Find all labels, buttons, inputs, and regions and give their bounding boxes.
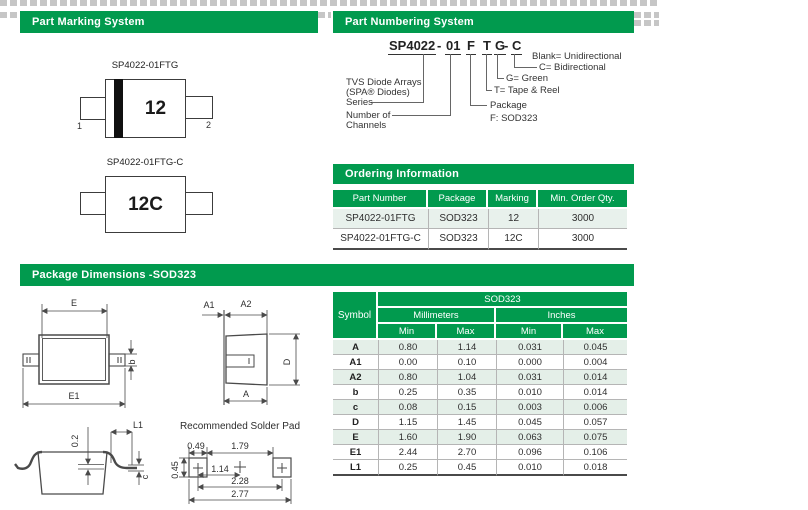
col-header-inches: Inches [496,308,627,324]
table-cell: 0.80 [378,340,437,354]
svg-text:A: A [242,389,250,399]
drawing-solder-pad [160,413,322,510]
solder-pads [189,458,291,477]
svg-text:A1: A1 [203,300,215,310]
table-cell: A1 [333,354,378,369]
svg-text:0.45: 0.45 [170,461,180,479]
table-row [333,228,627,250]
table-cell: 0.10 [437,354,496,369]
section-bar-ordering [333,164,634,184]
svg-text:L1: L1 [132,420,144,430]
table-cell: D [333,414,378,429]
table-cell: 1.60 [378,429,437,444]
table-cell: 0.057 [563,414,627,429]
svg-text:A2: A2 [240,299,252,309]
table-cell: 0.010 [496,459,563,476]
center-mark [234,461,246,473]
col-header-min: Min [378,324,437,340]
svg-text:1.14: 1.14 [211,464,229,474]
table-cell: 1.90 [437,429,496,444]
table-cell: 0.80 [378,369,437,384]
body-outline [39,335,109,384]
code-green: G [495,38,506,53]
dim-header-row-group [333,292,627,308]
dimension-L1 [111,420,143,465]
table-row [333,459,627,476]
col-header-part-number: Part Number [333,190,428,209]
dim-header-row-units [333,308,627,324]
part-numbering-diagram [333,36,629,138]
table-cell: 1.04 [437,369,496,384]
col-header-max: Max [563,324,627,340]
table-cell: 0.075 [563,429,627,444]
device-body-bidirectional [105,176,186,233]
device-body-unidirectional [105,79,186,138]
callout-line-package [470,105,487,106]
col-header-package: Package [428,190,488,209]
col-header-min-order-qty: Min. Order Qty. [538,190,627,209]
table-cell: 0.006 [563,399,627,414]
table-row [333,414,627,429]
table-cell: 0.15 [437,399,496,414]
svg-text:b: b [127,359,137,365]
table-row [333,209,627,228]
table-cell: b [333,384,378,399]
body-inner-outline [43,339,106,381]
table-cell: 0.063 [496,429,563,444]
table-cell: E1 [333,444,378,459]
svg-text:E: E [70,298,78,308]
svg-text:2.28: 2.28 [231,476,249,486]
table-cell: 2.44 [378,444,437,459]
code-separator: - [504,38,509,53]
callout-line-package [470,54,471,106]
section-title: Ordering Information [345,168,459,180]
table-cell: c [333,399,378,414]
table-cell: 1.15 [378,414,437,429]
table-cell: 0.106 [563,444,627,459]
ordering-table [333,190,627,250]
dimension-D [269,334,300,385]
code-tape: T [483,38,491,53]
callout-line-series [423,54,424,103]
table-cell: 0.018 [563,459,627,476]
code-series: SP4022 [389,38,436,53]
svg-text:0.2: 0.2 [70,434,80,448]
table-cell: 0.096 [496,444,563,459]
table-row [333,444,627,459]
dimension-b [125,340,137,380]
table-cell: 0.004 [563,354,627,369]
device-lead-left [80,192,107,215]
svg-text:2.77: 2.77 [231,489,249,499]
callout-line-green [497,78,504,79]
dimension-E [42,298,107,338]
table-row [333,399,627,414]
callout-direction-c: C= Bidirectional [539,62,606,73]
table-cell: 0.045 [496,414,563,429]
pin-number-2: 2 [206,120,212,130]
table-cell: 0.010 [496,384,563,399]
deco-dash-strip-top [0,0,658,6]
table-cell: A [352,341,359,353]
table-cell: 12C [488,228,538,250]
device-lead-right [185,192,213,215]
dimension-pad-height [170,458,189,479]
callout-tape: T= Tape & Reel [494,85,560,96]
callout-line-direction [514,67,537,68]
callout-line-series [371,102,424,103]
drawing-top-view [14,292,146,412]
callout-series-line2: (SPA® Diodes) [346,87,410,98]
table-cell: SOD323 [428,228,488,250]
dim-header-row-minmax [333,324,627,340]
col-header-symbol: Symbol [333,292,378,340]
table-cell: 0.25 [378,459,437,476]
dimension-pitch [207,441,273,453]
table-cell: 0.45 [437,459,496,476]
col-header-min: Min [496,324,563,340]
device-marking: 12C [128,193,163,215]
table-cell: E [333,429,378,444]
table-cell: 0.000 [496,354,563,369]
callout-line-channels [450,54,451,116]
table-cell: 3000 [538,228,627,250]
table-cell: SOD323 [428,209,488,228]
callout-line-tape [486,90,492,91]
svg-text:1.79: 1.79 [231,441,249,451]
table-cell: 0.014 [563,369,627,384]
table-cell: 0.031 [496,340,563,354]
device-lead-right [185,96,213,119]
device-marking: 12 [144,97,167,119]
ordering-header-row [333,190,627,209]
col-header-max: Max [437,324,496,340]
drawing-side-view [192,292,314,412]
callout-package-sub: F: SOD323 [490,113,538,124]
table-cell: 3000 [538,209,627,228]
table-cell: 0.08 [378,399,437,414]
callout-package: Package [490,100,527,111]
dimension-A [224,387,267,405]
table-row [333,354,627,369]
drawing-profile-view [8,413,160,510]
table-row [333,340,627,354]
dimensions-table [333,292,627,476]
dimension-A1-A2 [202,299,267,336]
col-header-marking: Marking [488,190,538,209]
callout-series-line1: TVS Diode Arrays [346,77,422,88]
svg-text:c: c [140,474,150,480]
dimension-pad-width [187,441,273,458]
callout-line-green [497,54,498,79]
col-header-millimeters: Millimeters [378,308,496,324]
device-label: SP4022-01FTG-C [106,157,184,168]
body-outline [226,334,267,385]
table-cell: A2 [333,369,378,384]
table-cell: 1.14 [437,340,496,354]
callout-direction-blank: Blank= Unidirectional [532,51,622,62]
code-separator: - [437,38,442,53]
section-title: Part Numbering System [345,16,474,28]
svg-text:0.49: 0.49 [187,441,205,451]
table-cell: 0.35 [437,384,496,399]
deco-dash-left [0,11,18,18]
table-row [333,369,627,384]
pin-number-1: 1 [77,121,83,131]
table-cell: 0.014 [563,384,627,399]
device-lead-left [80,97,107,120]
code-package: F [467,38,475,53]
table-cell: 2.70 [437,444,496,459]
callout-channels-line1: Number of [346,110,391,121]
callout-series-line3: Series [346,97,373,108]
callout-channels-line2: Channels [346,120,387,131]
table-cell: 1.45 [437,414,496,429]
table-row [333,429,627,444]
table-cell: 0.031 [496,369,563,384]
body-outline [38,452,107,494]
svg-text:D: D [282,358,292,366]
table-cell: 0.25 [378,384,437,399]
code-direction: C [512,38,522,53]
table-cell: L1 [333,459,378,476]
svg-text:E1: E1 [68,391,80,401]
table-row [333,384,627,399]
table-cell: 0.003 [496,399,563,414]
table-cell: 0.045 [563,340,627,354]
section-bar-package-dimensions [20,264,634,286]
callout-line-channels [392,115,451,116]
section-title: Part Marking System [32,16,145,28]
device-label: SP4022-01FTG [111,60,179,71]
table-cell: 12 [488,209,538,228]
col-header-sod323: SOD323 [378,292,627,308]
section-bar-part-marking [20,11,318,33]
solder-pad-title: Recommended Solder Pad [179,421,301,432]
callout-green: G= Green [506,73,548,84]
table-cell: SP4022-01FTG [345,213,416,224]
code-channels: 01 [446,38,461,53]
table-cell: SP4022-01FTG-C [333,228,428,250]
callout-line-tape [486,54,487,91]
section-bar-part-numbering [333,11,634,33]
section-title: Package Dimensions -SOD323 [32,269,197,281]
table-cell: 0.00 [378,354,437,369]
callout-line-direction [514,54,515,68]
